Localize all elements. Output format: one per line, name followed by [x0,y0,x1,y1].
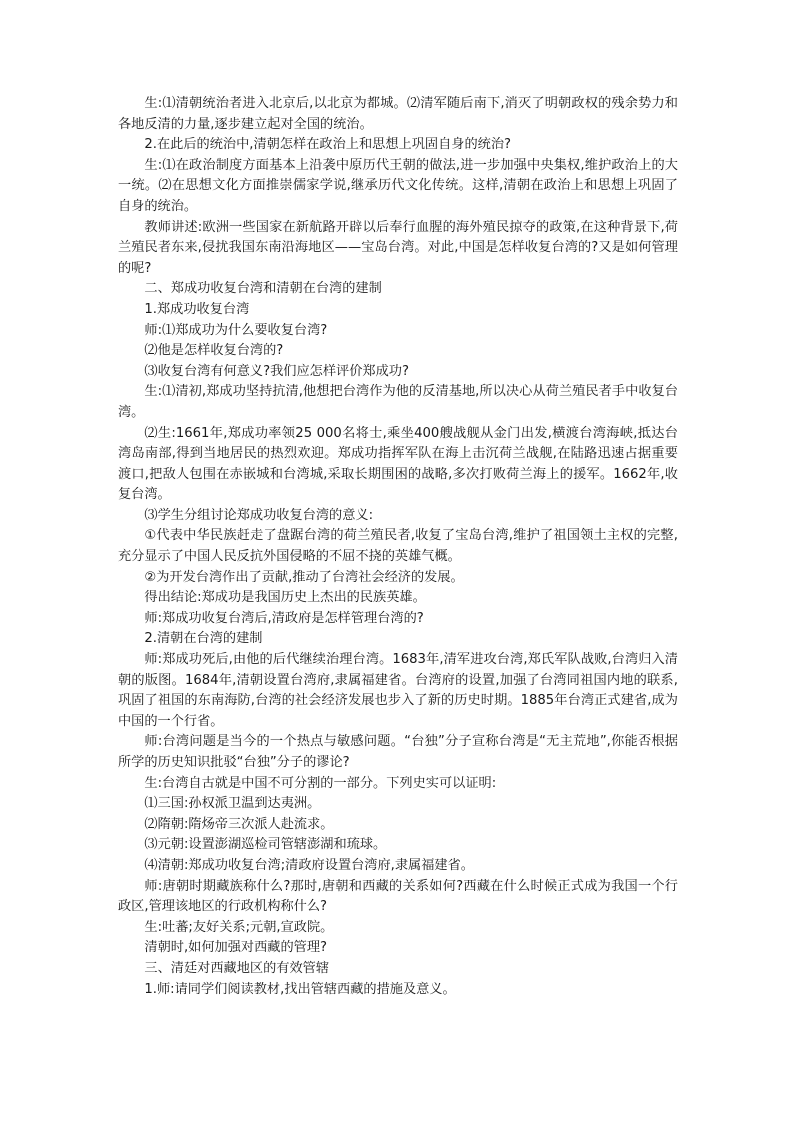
paragraph: 生:⑴清初,郑成功坚持抗清,他想把台湾作为他的反清基地,所以决心从荷兰殖民者手中收复台湾。 [118,384,678,420]
paragraph: 师:郑成功收复台湾后,清政府是怎样管理台湾的? [144,610,424,626]
list-item: ⑴三国:孙权派卫温到达夷洲。 [144,796,321,812]
document-body [118,94,678,1000]
paragraph: 教师讲述:欧洲一些国家在新航路开辟以后奉行血腥的海外殖民掠夺的政策,在这种背景下,荷兰殖民者东来,侵扰我国东南沿海地区——宝岛台湾。对此,中国是怎样收复台湾的?又是如何管理的呢? [118,219,678,276]
paragraph: 生:⑴在政治制度方面基本上沿袭中原历代王朝的做法,进一步加强中央集权,维护政治上的大一统。⑵在思想文化方面推崇儒家学说,继承历代文化传统。这样,清朝在政治上和思想上巩固了自身的统治。 [118,157,678,214]
list-item: ⑶元朝:设置澎湖巡检司管辖澎湖和琉球。 [144,837,387,853]
paragraph: ⑶收复台湾有何意义?我们应怎样评价郑成功? [144,363,409,379]
paragraph: ①代表中华民族赶走了盘踞台湾的荷兰殖民者,收复了宝岛台湾,维护了祖国领土主权的完整,充分显示了中国人民反抗外国侵略的不屈不挠的英雄气概。 [118,528,678,565]
list-item: ⑵隋朝:隋炀帝三次派人赴流求。 [144,816,334,832]
paragraph: ⑵他是怎样收复台湾的? [144,343,284,359]
paragraph: 师:⑴郑成功为什么要收复台湾? [144,322,328,338]
paragraph: 师:唐朝时期藏族称什么?那时,唐朝和西藏的关系如何?西藏在什么时候正式成为我国一个行政区,管理该地区的行政机构称什么? [118,878,678,915]
subsection-heading: 1.郑成功收复台湾 [144,301,250,317]
paragraph: 生:吐蕃;友好关系;元朝,宣政院。 [144,919,334,935]
question-heading: 2.在此后的统治中,清朝怎样在政治上和思想上巩固自身的统治? [144,137,512,153]
paragraph: ⑵生:1661年,郑成功率领25 000名将士,乘坐400艘战舰从金门出发,横渡台湾海峡,抵达台湾岛南部,得到当地居民的热烈欢迎。郑成功指挥军队在海上击沉荷兰战舰,在陆路迅速占据重要渡口,把敌人包围在赤嵌城和台湾城,采取长期围困的战略,多次打败荷兰海上的援军。1662年,收复台湾。 [118,425,678,503]
paragraph: 清朝时,如何加强对西藏的管理? [144,940,328,956]
paragraph: 得出结论:郑成功是我国历史上杰出的民族英雄。 [144,590,426,606]
paragraph: ⑶学生分组讨论郑成功收复台湾的意义: [144,507,374,523]
paragraph: 生:台湾自古就是中国不可分割的一部分。下列史实可以证明: [144,775,497,791]
paragraph: 1.师:请同学们阅读教材,找出管辖西藏的措施及意义。 [144,981,456,997]
paragraph: ②为开发台湾作出了贡献,推动了台湾社会经济的发展。 [144,569,464,585]
paragraph: 师:郑成功死后,由他的后代继续治理台湾。1683年,清军进攻台湾,郑氏军队战败,台湾归入清朝的版图。1684年,清朝设置台湾府,隶属福建省。台湾府的设置,加强了台湾同祖国内地的联系,巩固了祖国的东南海防,台湾的社会经济发展也步入了新的历史时期。1885年台湾正式建省,成为中国的一个行省。 [118,652,678,729]
section-heading: 三、清廷对西藏地区的有效管辖 [144,960,330,976]
subsection-heading: 2.清朝在台湾的建制 [144,631,263,647]
section-heading: 二、郑成功收复台湾和清朝在台湾的建制 [144,281,382,297]
paragraph: 生:⑴清朝统治者进入北京后,以北京为都城。⑵清军随后南下,消灭了明朝政权的残余势力和各地反清的力量,逐步建立起对全国的统治。 [118,96,678,132]
paragraph: 师:台湾问题是当今的一个热点与敏感问题。“台独”分子宣称台湾是“无主荒地”,你能否根据所学的历史知识批驳“台独”分子的谬论? [118,734,678,770]
list-item: ⑷清朝:郑成功收复台湾;清政府设置台湾府,隶属福建省。 [144,857,474,873]
